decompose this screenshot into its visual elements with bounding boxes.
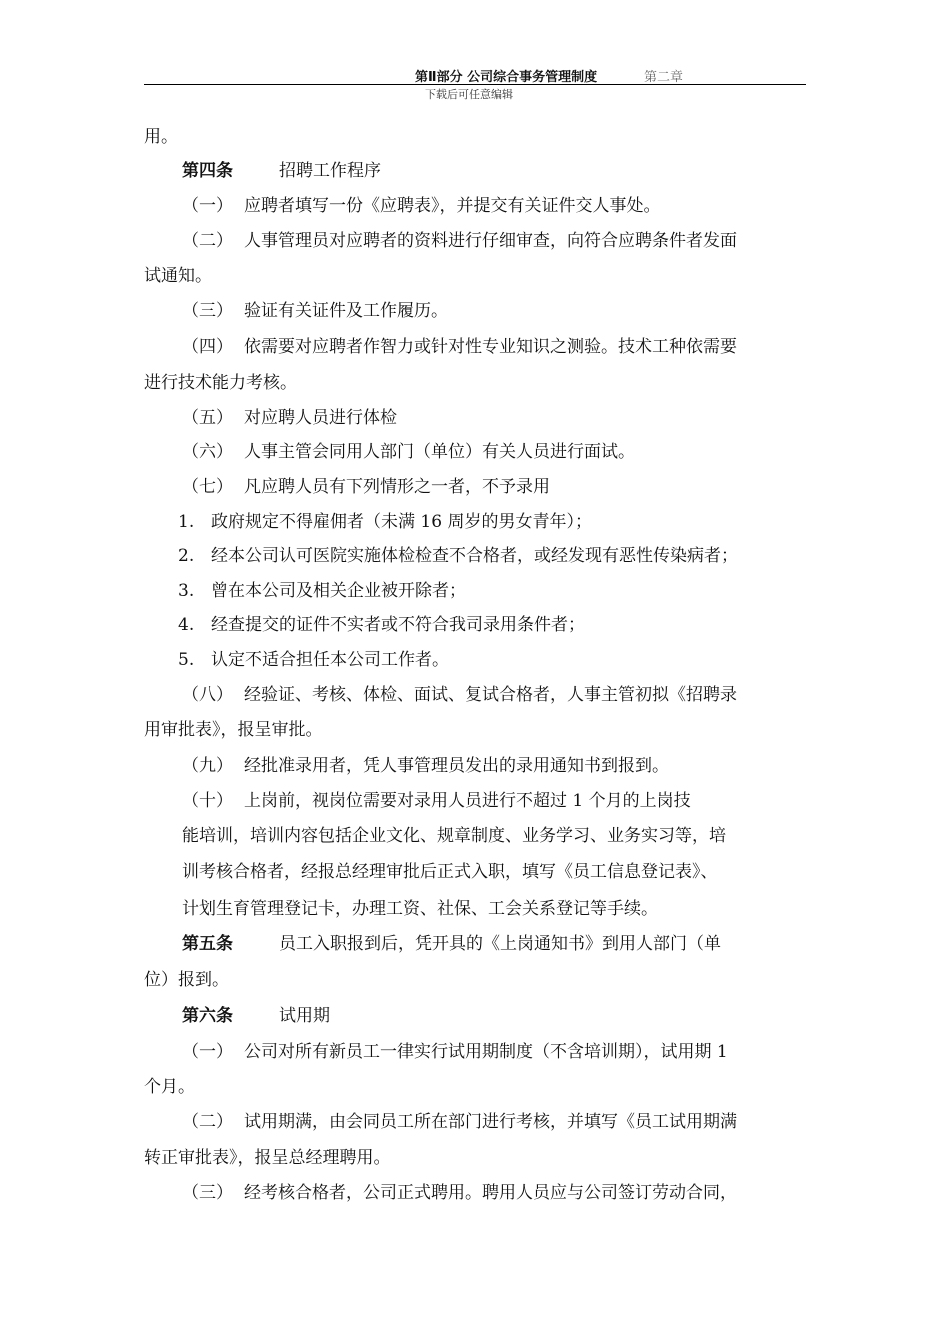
list-item (182, 476, 550, 498)
item-label: （一） (182, 1042, 233, 1062)
page-header (144, 64, 806, 85)
list-item (182, 441, 635, 463)
article-text: 试用期 (279, 1006, 330, 1026)
item-text: 上岗前，视岗位需要对录用人员进行不超过 1 个月的上岗技 (244, 791, 691, 811)
item-text: 试用期满，由会同员工所在部门进行考核，并填写《员工试用期满 (244, 1112, 737, 1132)
item-number: 5. (178, 650, 195, 670)
list-item (182, 1041, 728, 1063)
item-text: 凡应聘人员有下列情形之一者，不予录用 (244, 477, 550, 497)
item-text: 曾在本公司及相关企业被开除者； (211, 581, 466, 601)
list-item (182, 684, 737, 706)
item-label: （五） (182, 408, 233, 428)
item-text: 经验证、考核、体检、面试、复试合格者，人事主管初拟《招聘录 (244, 685, 737, 705)
item-number: 3. (178, 581, 195, 601)
text-line: 训考核合格者，经报总经理审批后正式入职，填写《员工信息登记表》、 (182, 862, 718, 882)
item-text: 经批准录用者，凭人事管理员发出的录用通知书到报到。 (244, 756, 669, 776)
text-line: 转正审批表》，报呈总经理聘用。 (144, 1148, 391, 1168)
item-number: 1. (178, 512, 195, 532)
item-label: （十） (182, 791, 233, 811)
article-heading (182, 933, 721, 955)
numbered-item (178, 649, 449, 671)
article-label: 第六条 (182, 1006, 233, 1026)
list-item (182, 790, 691, 812)
numbered-item (178, 614, 585, 636)
item-label: （三） (182, 301, 233, 321)
item-number: 2. (178, 546, 195, 566)
item-text: 经考核合格者，公司正式聘用。聘用人员应与公司签订劳动合同， (244, 1183, 737, 1203)
list-item (182, 407, 397, 429)
article-text: 招聘工作程序 (279, 161, 381, 181)
item-label: （七） (182, 477, 233, 497)
numbered-item (178, 545, 738, 567)
item-text: 应聘者填写一份《应聘表》，并提交有关证件交人事处。 (244, 196, 661, 216)
list-item (182, 1182, 737, 1204)
header-title: 第Ⅱ部分 公司综合事务管理制度 (415, 70, 598, 85)
item-text: 验证有关证件及工作履历。 (244, 301, 448, 321)
item-label: （一） (182, 196, 233, 216)
article-label: 第五条 (182, 934, 233, 954)
item-text: 经查提交的证件不实者或不符合我司录用条件者； (211, 615, 585, 635)
list-item (182, 755, 669, 777)
numbered-item (178, 511, 592, 533)
text-line: 能培训，培训内容包括企业文化、规章制度、业务学习、业务实习等，培 (182, 826, 726, 846)
text-line: 计划生育管理登记卡，办理工资、社保、工会关系登记等手续。 (182, 899, 658, 919)
text-line: 进行技术能力考核。 (144, 373, 297, 393)
item-label: （四） (182, 337, 233, 357)
article-label: 第四条 (182, 161, 233, 181)
text-line: 用审批表》，报呈审批。 (144, 720, 323, 740)
item-text: 人事主管会同用人部门（单位）有关人员进行面试。 (244, 442, 635, 462)
item-label: （八） (182, 685, 233, 705)
header-subtitle: 下载后可任意编辑 (425, 88, 513, 101)
numbered-item (178, 580, 466, 602)
list-item (182, 195, 661, 217)
article-text: 员工入职报到后，凭开具的《上岗通知书》到用人部门（单 (279, 934, 721, 954)
list-item (182, 300, 448, 322)
item-text: 对应聘人员进行体检 (244, 408, 397, 428)
list-item (182, 230, 737, 252)
article-heading (182, 1005, 330, 1027)
item-label: （九） (182, 756, 233, 776)
item-number: 4. (178, 615, 195, 635)
item-label: （二） (182, 1112, 233, 1132)
text-line: 位）报到。 (144, 970, 229, 990)
item-text: 政府规定不得雇佣者（未满 16 周岁的男女青年）； (211, 512, 592, 532)
list-item (182, 336, 737, 358)
item-text: 人事管理员对应聘者的资料进行仔细审查，向符合应聘条件者发面 (244, 231, 737, 251)
item-label: （二） (182, 231, 233, 251)
text-line: 试通知。 (144, 266, 212, 286)
item-text: 公司对所有新员工一律实行试用期制度（不含培训期），试用期 1 (244, 1042, 728, 1062)
item-label: （三） (182, 1183, 233, 1203)
item-label: （六） (182, 442, 233, 462)
article-heading (182, 160, 381, 182)
text-line: 用。 (144, 127, 178, 147)
item-text: 认定不适合担任本公司工作者。 (211, 650, 449, 670)
text-line: 个月。 (144, 1077, 195, 1097)
header-chapter: 第二章 (644, 70, 684, 85)
item-text: 经本公司认可医院实施体检检查不合格者，或经发现有恶性传染病者； (211, 546, 738, 566)
item-text: 依需要对应聘者作智力或针对性专业知识之测验。技术工种依需要 (244, 337, 737, 357)
list-item (182, 1111, 737, 1133)
